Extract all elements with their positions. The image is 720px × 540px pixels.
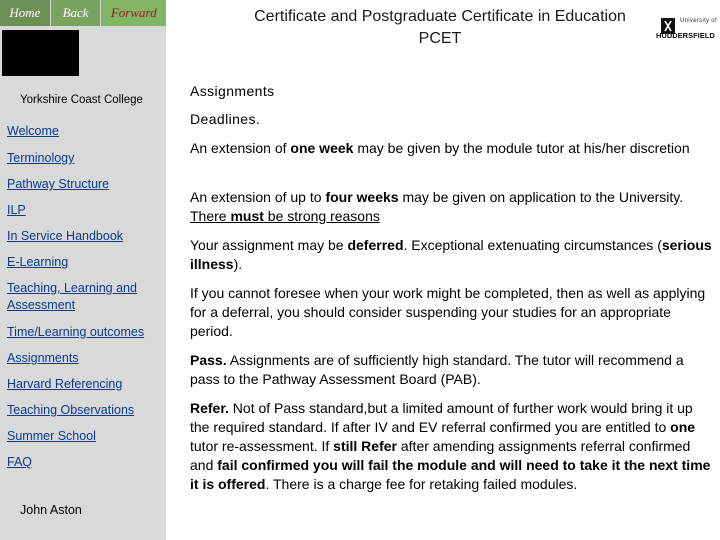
- sidebar-link-assignments[interactable]: Assignments: [7, 351, 79, 365]
- sidebar-link-e-learning[interactable]: E-Learning: [7, 255, 69, 269]
- paragraph-deferred: Your assignment may be deferred. Exceptional extenuating circumstances (serious illness).: [190, 237, 712, 272]
- paragraph-four-weeks: An extension of up to four weeks may be given on application to the University. There must be strong reasons: [190, 189, 684, 224]
- paragraph-suspending: If you cannot foresee when your work might be completed, then as well as applying for a deferral, you should consider suspending your studies for an appropriate period.: [190, 285, 706, 339]
- forward-button[interactable]: Forward: [101, 0, 166, 26]
- logo-main-text: HUDDERSFIELD: [656, 31, 715, 40]
- author-name: John Aston: [20, 503, 82, 517]
- paragraph-one-week: An extension of one week may be given by the module tutor at his/her discretion: [190, 140, 690, 156]
- sidebar-link-in-service-handbook[interactable]: In Service Handbook: [7, 229, 124, 243]
- back-button[interactable]: Back: [51, 0, 101, 26]
- sidebar-link-ilp[interactable]: ILP: [7, 203, 26, 217]
- paragraph-pass: Pass. Assignments are of sufficiently high standard. The tutor will recommend a pass to the Pathway Assessment Board (PAB).: [190, 352, 684, 387]
- sidebar-link-teaching-learning-assessment[interactable]: Teaching, Learning and Assessment: [7, 281, 137, 312]
- sidebar-link-summer-school[interactable]: Summer School: [7, 429, 96, 443]
- section-title: Assignments: [190, 83, 275, 99]
- video-placeholder: [2, 30, 79, 76]
- deadlines-heading: Deadlines.: [190, 111, 261, 127]
- sidebar-link-welcome[interactable]: Welcome: [7, 124, 59, 138]
- page-title: [210, 6, 670, 50]
- sidebar-link-teaching-observations[interactable]: Teaching Observations: [7, 403, 135, 417]
- title-line-1: Certificate and Postgraduate Certificate in Education: [254, 8, 626, 25]
- logo-small-text: University of: [680, 18, 717, 24]
- college-name: Yorkshire Coast College: [20, 94, 143, 106]
- home-button[interactable]: Home: [0, 0, 50, 26]
- sidebar: [0, 0, 166, 540]
- sidebar-link-harvard-referencing[interactable]: Harvard Referencing: [7, 377, 123, 391]
- nav-bar: [0, 0, 166, 26]
- paragraph-refer: Refer. Not of Pass standard,but a limited amount of further work would bring it up the required standard. If after IV and EV referral confirmed you are entitled to one tutor re-assessment. If still Refer after amending assignments referral confirmed and fail confirmed you will fail the module and will need to take it the next time it is offered. There is a charge fee for retaking failed modules.: [190, 400, 711, 492]
- sidebar-link-time-learning-outcomes[interactable]: Time/Learning outcomes: [7, 325, 145, 339]
- sidebar-link-pathway-structure[interactable]: Pathway Structure: [7, 177, 110, 191]
- sidebar-link-faq[interactable]: FAQ: [7, 455, 33, 469]
- sidebar-link-terminology[interactable]: Terminology: [7, 151, 75, 165]
- title-line-2: PCET: [418, 30, 462, 47]
